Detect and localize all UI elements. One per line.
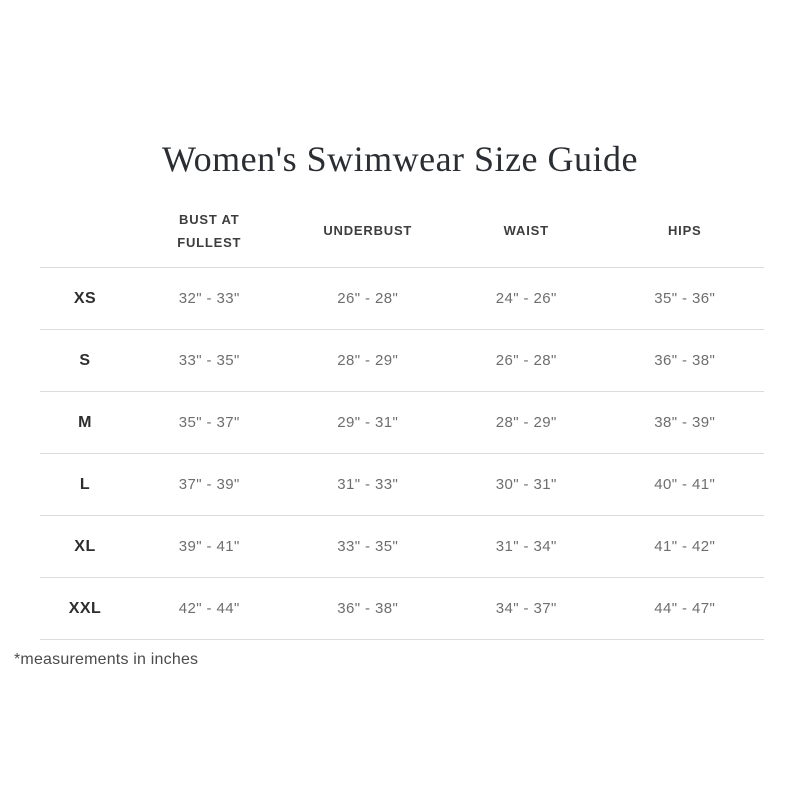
- underbust-value: 33" - 35": [337, 538, 399, 555]
- size-label: XL: [74, 537, 96, 555]
- size-guide-table: [40, 196, 764, 640]
- bust-value: 32" - 33": [178, 290, 240, 307]
- size-label: M: [78, 413, 92, 431]
- waist-value: 26" - 28": [495, 352, 557, 369]
- measurements-footnote: *measurements in inches: [14, 651, 199, 668]
- column-header-hips: [606, 220, 765, 243]
- column-header-bust-label: BUST AT FULLEST: [177, 211, 242, 250]
- column-header-hips-label: HIPS: [667, 223, 702, 239]
- waist-value: 30" - 31": [495, 476, 557, 493]
- underbust-value: 28" - 29": [337, 352, 399, 369]
- hips-value: 40" - 41": [654, 476, 716, 493]
- bust-value: 39" - 41": [178, 538, 240, 555]
- bust-value: 37" - 39": [178, 476, 240, 493]
- table-row-xxl: [40, 577, 764, 639]
- size-label: XXL: [68, 599, 102, 617]
- column-header-bust: [130, 209, 289, 255]
- waist-value: 31" - 34": [495, 538, 557, 555]
- underbust-value: 36" - 38": [337, 600, 399, 617]
- table-row-s: [40, 329, 764, 391]
- hips-value: 41" - 42": [654, 538, 716, 555]
- page-title: Women's Swimwear Size Guide: [162, 139, 638, 179]
- hips-value: 35" - 36": [654, 290, 716, 307]
- underbust-value: 31" - 33": [337, 476, 399, 493]
- column-header-waist: [447, 220, 606, 243]
- table-row-xl: [40, 515, 764, 577]
- size-label: S: [79, 351, 91, 369]
- table-row-l: [40, 453, 764, 515]
- bust-value: 42" - 44": [178, 600, 240, 617]
- underbust-value: 26" - 28": [337, 290, 399, 307]
- size-label: XS: [73, 289, 97, 307]
- column-header-underbust: [289, 220, 448, 243]
- table-header-row: [40, 196, 764, 267]
- hips-value: 44" - 47": [654, 600, 716, 617]
- size-label: L: [79, 475, 91, 493]
- waist-value: 24" - 26": [495, 290, 557, 307]
- column-header-underbust-label: UNDERBUST: [323, 223, 413, 239]
- table-row-xs: [40, 267, 764, 329]
- table-row-m: [40, 391, 764, 453]
- underbust-value: 29" - 31": [337, 414, 399, 431]
- hips-value: 38" - 39": [654, 414, 716, 431]
- table-body: [40, 267, 764, 640]
- waist-value: 28" - 29": [495, 414, 557, 431]
- bust-value: 35" - 37": [178, 414, 240, 431]
- hips-value: 36" - 38": [654, 352, 716, 369]
- bust-value: 33" - 35": [178, 352, 240, 369]
- waist-value: 34" - 37": [495, 600, 557, 617]
- column-header-waist-label: WAIST: [503, 223, 549, 239]
